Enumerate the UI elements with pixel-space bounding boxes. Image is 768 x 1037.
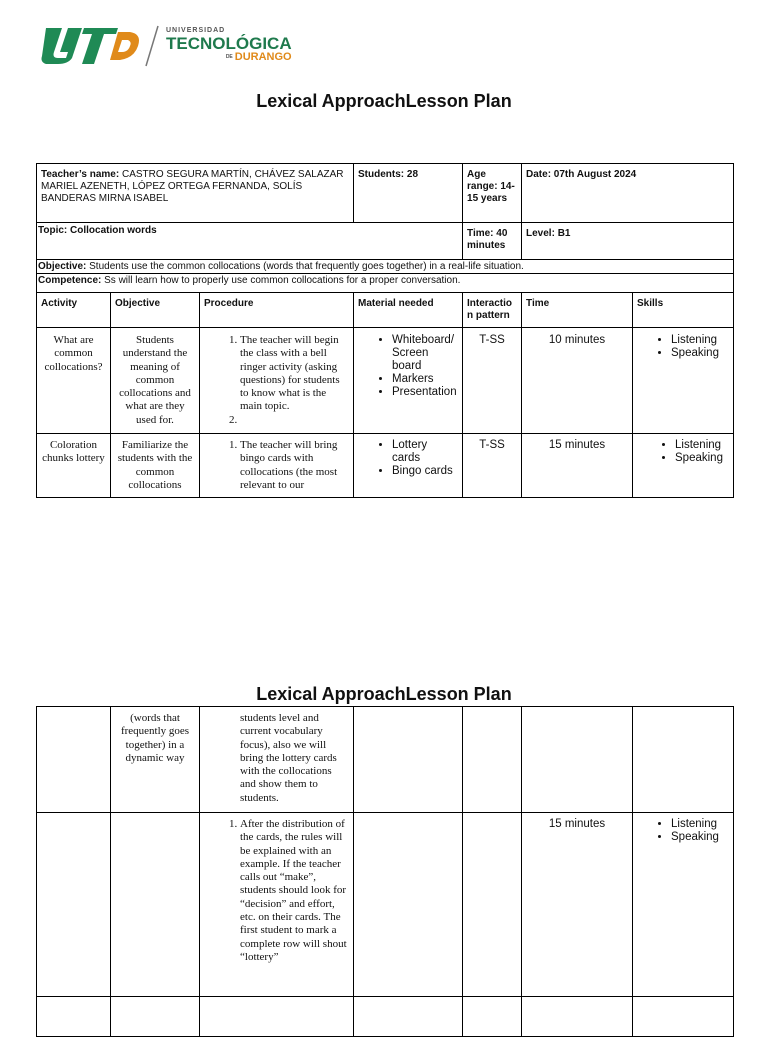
competence-value: Ss will learn how to properly use common collocations for a proper conversation. xyxy=(101,275,461,286)
materials-cell xyxy=(354,707,463,813)
skills-cell xyxy=(633,434,734,498)
topic-value: Collocation words xyxy=(67,225,157,236)
skills-cell xyxy=(633,813,734,997)
table-row xyxy=(37,707,734,813)
time-value-cell: 15 minutes xyxy=(522,434,633,498)
teacher-value: CASTRO SEGURA MARTÍN, CHÁVEZ SALAZAR MARIEL AZENETH, LÓPEZ ORTEGA FERNANDA, SOLÍS BANDERAS MIRNA ISABEL xyxy=(41,169,344,204)
skill-item: • Listening xyxy=(671,334,733,347)
objective-text-cell: Familiarize the students with the common collocations xyxy=(111,434,200,498)
date-value: Date: 07th August 2024 xyxy=(526,169,637,180)
column-header-label: Material needed xyxy=(358,298,434,309)
material-item: • Presentation xyxy=(392,386,460,399)
students-cell xyxy=(354,164,463,223)
column-header-label: Interaction pattern xyxy=(467,298,513,321)
materials-cell xyxy=(354,328,463,434)
topic-cell xyxy=(37,223,463,260)
skill-item: • Speaking xyxy=(675,452,733,465)
procedure-step: 1. The teacher will begin the class with a bell ringer activity (asking questions) for students to know what is the main topic. xyxy=(240,334,349,414)
objective-value: Students use the common collocations (words that frequently goes together) in a real-life situation. xyxy=(86,261,524,272)
column-header-material xyxy=(354,293,463,328)
procedure-cell: students level and current vocabulary focus), also we will bring the lottery cards with the collocations and show them to students. xyxy=(200,707,354,813)
materials-cell xyxy=(354,813,463,997)
logo-line-universidad: UNIVERSIDAD xyxy=(166,27,226,34)
competence-cell xyxy=(37,274,734,293)
skill-item: • Listening xyxy=(671,818,733,831)
skills-cell xyxy=(633,328,734,434)
column-header-time xyxy=(522,293,633,328)
column-header-activity xyxy=(37,293,111,328)
time-value-cell: 15 minutes xyxy=(522,813,633,997)
time-value-cell: 10 minutes xyxy=(522,328,633,434)
university-logo xyxy=(38,22,298,68)
column-header-objective xyxy=(111,293,200,328)
skill-item: • Listening xyxy=(675,439,733,452)
column-header-label: Objective xyxy=(115,298,161,309)
logo-de: DE xyxy=(225,53,233,60)
lesson-plan-table xyxy=(36,163,734,498)
column-header-label: Procedure xyxy=(204,298,254,309)
column-header-interaction xyxy=(463,293,522,328)
objective-cell xyxy=(37,260,734,274)
skills-cell xyxy=(633,707,734,813)
column-header-label: Time xyxy=(526,298,550,309)
lesson-plan-table-continued xyxy=(36,706,734,1037)
table-row xyxy=(37,328,734,434)
material-item: • Whiteboard/ Screen board xyxy=(392,334,460,373)
interaction-cell xyxy=(463,707,522,813)
procedure-cell xyxy=(200,434,354,498)
skill-item: • Speaking xyxy=(671,347,733,360)
materials-cell xyxy=(354,434,463,498)
interaction-cell: T-SS xyxy=(463,328,522,434)
activity-cell xyxy=(37,707,111,813)
column-header-label: Skills xyxy=(637,298,664,309)
utd-logo-icon xyxy=(38,22,168,68)
level-value: Level: B1 xyxy=(526,228,571,239)
objective-text-cell: (words that frequently goes together) in a dynamic way xyxy=(111,707,200,813)
objective-label: Objective: xyxy=(38,261,87,272)
material-item: • Markers xyxy=(392,373,460,386)
age-range-cell xyxy=(463,164,522,223)
page-title: Lexical ApproachLesson Plan xyxy=(256,91,512,111)
interaction-cell: T-SS xyxy=(463,434,522,498)
procedure-cell xyxy=(200,813,354,997)
table-row xyxy=(37,434,734,498)
activity-cell xyxy=(37,813,111,997)
material-item: • Lottery cards xyxy=(392,439,438,465)
objective-text-cell xyxy=(111,813,200,997)
topic-label: Topic: xyxy=(38,225,68,236)
age-range-value: Age range: 14-15 years xyxy=(467,169,515,204)
activity-cell: What are common collocations? xyxy=(37,328,111,434)
page-title-repeat: Lexical ApproachLesson Plan xyxy=(256,684,512,704)
time-value: Time: 40 minutes xyxy=(467,228,508,251)
column-header-procedure xyxy=(200,293,354,328)
skill-item: • Speaking xyxy=(671,831,733,844)
logo-line-durango xyxy=(166,52,292,63)
teacher-name-cell xyxy=(37,164,354,223)
competence-label: Competence: xyxy=(38,275,102,286)
interaction-cell xyxy=(463,813,522,997)
logo-line-tecnologica: TECNOLÓGICA xyxy=(166,34,292,53)
objective-text-cell: Students understand the meaning of common collocations and what are they used for. xyxy=(111,328,200,434)
column-header-label: Activity xyxy=(41,298,78,309)
table-row xyxy=(37,813,734,997)
procedure-cell xyxy=(200,328,354,434)
material-item: • Bingo cards xyxy=(392,465,460,478)
time-value-cell xyxy=(522,707,633,813)
procedure-step: 1. After the distribution of the cards, the rules will be explained with an example. If the teacher calls out “make”, students should look for “decision” and effort, etc. on their cards. The first student to mark a complete row will shout “lottery” xyxy=(240,818,349,964)
logo-durango: DURANGO xyxy=(234,51,292,63)
students-value: Students: 28 xyxy=(358,169,419,180)
table-row xyxy=(37,997,734,1037)
activity-cell: Coloration chunks lottery xyxy=(37,434,111,498)
procedure-step: 1. The teacher will bring bingo cards with collocations (the most relevant to our xyxy=(240,439,349,492)
column-header-skills xyxy=(633,293,734,328)
date-cell xyxy=(522,164,734,223)
time-cell xyxy=(463,223,522,260)
procedure-step xyxy=(240,414,349,427)
teacher-label: Teacher’s name: xyxy=(41,169,120,180)
level-cell xyxy=(522,223,734,260)
logo-text xyxy=(166,27,292,63)
